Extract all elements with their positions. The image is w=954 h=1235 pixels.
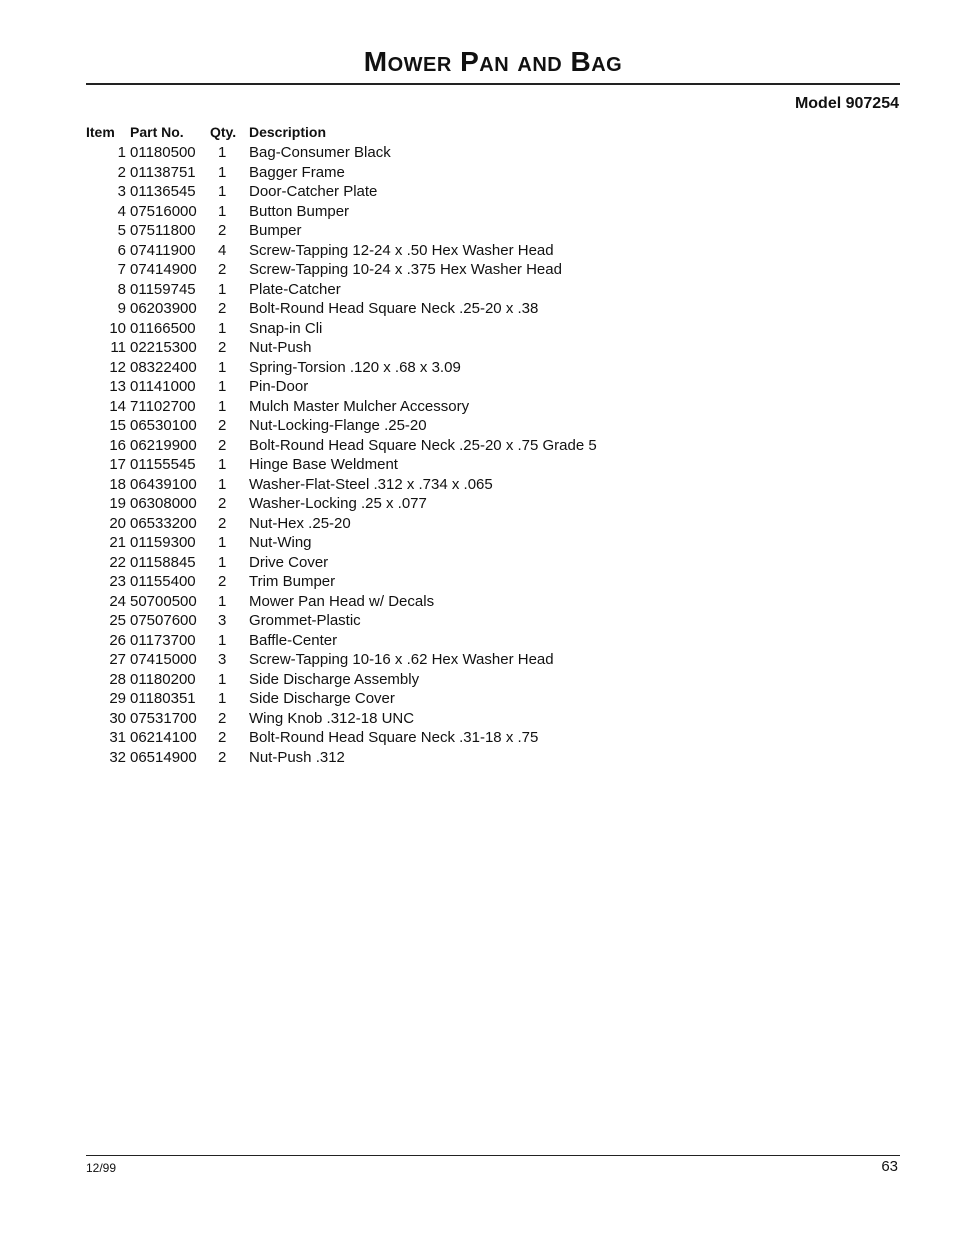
table-row (86, 728, 769, 748)
table-row (86, 475, 769, 495)
quantity: 2 (218, 222, 227, 239)
quantity: 1 (218, 183, 227, 200)
part-number: 07507600 (130, 612, 197, 629)
table-row (86, 436, 769, 456)
quantity: 2 (218, 748, 227, 766)
page-number: 63 (881, 1158, 898, 1175)
part-number: 07511800 (130, 222, 196, 239)
header-qty: Qty. (210, 124, 237, 140)
quantity: 1 (218, 670, 227, 688)
quantity: 1 (218, 358, 227, 376)
part-number: 01141000 (130, 378, 196, 395)
table-row (86, 260, 769, 280)
table-row (86, 221, 769, 241)
description: Door-Catcher Plate (249, 183, 378, 200)
description: Nut-Push .312 (249, 748, 345, 766)
item-number: 15 (109, 417, 126, 434)
part-number: 06308000 (130, 495, 197, 512)
quantity: 2 (218, 417, 227, 434)
description: Nut-Push (249, 339, 312, 356)
header-part-no: Part No. (130, 124, 184, 140)
header-description: Description (249, 124, 327, 140)
description: Trim Bumper (249, 573, 336, 590)
quantity: 2 (218, 514, 227, 532)
item-number: 31 (109, 729, 126, 746)
part-number: 01138751 (130, 163, 196, 181)
description: Button Bumper (249, 202, 350, 220)
item-number: 17 (109, 456, 126, 473)
item-number: 27 (109, 651, 126, 668)
quantity: 3 (218, 612, 227, 629)
table-row (86, 182, 769, 202)
item-number: 4 (117, 202, 126, 220)
description: Side Discharge Assembly (249, 670, 420, 688)
quantity: 2 (218, 729, 227, 746)
description: Bagger Frame (249, 163, 345, 181)
description: Spring-Torsion .120 x .68 x 3.09 (249, 358, 461, 376)
quantity: 1 (218, 534, 227, 551)
part-number: 07411900 (130, 241, 196, 259)
description: Screw-Tapping 10-24 x .375 Hex Washer Head (249, 261, 562, 278)
description: Mower Pan Head w/ Decals (249, 592, 435, 610)
description: Bag-Consumer Black (249, 144, 391, 161)
part-number: 06514900 (130, 748, 197, 766)
table-row (86, 514, 769, 534)
page-title: Mower Pan and Bag (363, 46, 623, 77)
quantity: 1 (218, 475, 227, 493)
part-number: 06530100 (130, 417, 197, 434)
table-row (86, 592, 769, 612)
item-number: 24 (109, 592, 126, 610)
description: Pin-Door (249, 378, 309, 395)
item-number: 30 (109, 709, 126, 727)
description: Bumper (249, 222, 302, 239)
item-number: 25 (109, 612, 126, 629)
table-row (86, 572, 769, 592)
description: Washer-Locking .25 x .077 (249, 495, 427, 512)
quantity: 2 (218, 300, 227, 317)
item-number: 16 (109, 436, 126, 454)
table-row (86, 494, 769, 514)
table-row (86, 299, 769, 319)
description: Drive Cover (249, 553, 329, 571)
footer-divider (86, 1155, 900, 1156)
item-number: 28 (109, 670, 126, 688)
table-row (86, 670, 769, 690)
part-number: 71102700 (130, 397, 196, 415)
item-number: 18 (109, 475, 126, 493)
quantity: 3 (218, 651, 227, 668)
item-number: 1 (117, 144, 126, 161)
part-number: 01180351 (130, 690, 196, 707)
description: Screw-Tapping 10-16 x .62 Hex Washer Head (249, 651, 554, 668)
quantity: 1 (218, 280, 227, 298)
table-row (86, 533, 769, 553)
quantity: 2 (218, 495, 227, 512)
part-number: 01155400 (130, 573, 196, 590)
item-number: 21 (109, 534, 126, 551)
part-number: 01180500 (130, 144, 196, 161)
table-row (86, 709, 769, 729)
item-number: 19 (109, 495, 126, 512)
item-number: 29 (109, 690, 126, 707)
quantity: 2 (218, 261, 227, 278)
part-number: 01159745 (130, 280, 196, 298)
part-number: 06219900 (130, 436, 197, 454)
table-row (86, 416, 769, 436)
quantity: 1 (218, 592, 227, 610)
description: Snap-in Cli (249, 319, 323, 337)
part-number: 07516000 (130, 202, 197, 220)
part-number: 01159300 (130, 534, 196, 551)
item-number: 14 (109, 397, 126, 415)
table-row (86, 358, 769, 378)
item-number: 12 (109, 358, 126, 376)
item-number: 26 (109, 631, 126, 649)
item-number: 22 (109, 553, 126, 571)
quantity: 2 (218, 436, 227, 454)
table-row (86, 611, 769, 631)
part-number: 06439100 (130, 475, 197, 493)
quantity: 1 (218, 319, 227, 337)
description: Side Discharge Cover (249, 690, 395, 707)
item-number: 11 (110, 339, 126, 356)
item-number: 32 (109, 748, 126, 766)
part-number: 01136545 (130, 183, 196, 200)
item-number: 23 (109, 573, 126, 590)
quantity: 1 (218, 397, 227, 415)
item-number: 8 (117, 280, 126, 298)
header-item: Item (86, 124, 115, 140)
part-number: 01180200 (130, 670, 196, 688)
table-row (86, 163, 769, 183)
part-number: 06203900 (130, 300, 197, 317)
footer-date: 12/99 (86, 1161, 117, 1175)
item-number: 7 (117, 261, 126, 278)
part-number: 08322400 (130, 358, 197, 376)
item-number: 20 (109, 514, 126, 532)
quantity: 4 (218, 241, 227, 259)
quantity: 2 (218, 573, 227, 590)
part-number: 06214100 (130, 729, 197, 746)
part-number: 02215300 (130, 339, 197, 356)
part-number: 06533200 (130, 514, 197, 532)
part-number: 01173700 (130, 631, 196, 649)
description: Plate-Catcher (249, 280, 341, 298)
quantity: 1 (218, 378, 227, 395)
table-row (86, 319, 769, 339)
item-number: 2 (117, 163, 126, 181)
table-row (86, 650, 769, 670)
quantity: 2 (218, 339, 227, 356)
quantity: 1 (218, 553, 227, 571)
table-row (86, 202, 769, 222)
table-row (86, 241, 769, 261)
parts-table-header-row (86, 121, 769, 143)
description: Nut-Hex .25-20 (249, 514, 351, 532)
description: Nut-Wing (249, 534, 312, 551)
description: Hinge Base Weldment (249, 456, 398, 473)
description: Bolt-Round Head Square Neck .25-20 x .75 Grade 5 (249, 436, 597, 454)
title-divider (86, 83, 900, 85)
quantity: 1 (218, 631, 227, 649)
table-row (86, 377, 769, 397)
description: Grommet-Plastic (249, 612, 361, 629)
quantity: 1 (218, 202, 227, 220)
item-number: 13 (109, 378, 126, 395)
quantity: 1 (218, 144, 227, 161)
description: Mulch Master Mulcher Accessory (249, 397, 470, 415)
table-row (86, 397, 769, 417)
part-number: 07531700 (130, 709, 197, 727)
table-row (86, 338, 769, 358)
item-number: 10 (109, 319, 126, 337)
description: Nut-Locking-Flange .25-20 (249, 417, 427, 434)
model-number: Model 907254 (794, 95, 899, 112)
table-row (86, 143, 769, 163)
quantity: 1 (218, 690, 227, 707)
item-number: 9 (117, 300, 126, 317)
description: Bolt-Round Head Square Neck .25-20 x .38 (249, 300, 539, 317)
description: Wing Knob .312-18 UNC (249, 709, 415, 727)
table-row (86, 748, 769, 768)
part-number: 07415000 (130, 651, 197, 668)
part-number: 01158845 (130, 553, 196, 571)
quantity: 2 (218, 709, 227, 727)
quantity: 1 (218, 163, 227, 181)
description: Baffle-Center (249, 631, 338, 649)
description: Screw-Tapping 12-24 x .50 Hex Washer Head (249, 241, 554, 259)
part-number: 01155545 (130, 456, 196, 473)
parts-table-body (86, 143, 769, 767)
table-row (86, 280, 769, 300)
item-number: 3 (117, 183, 126, 200)
part-number: 50700500 (130, 592, 197, 610)
table-row (86, 689, 769, 709)
description: Washer-Flat-Steel .312 x .734 x .065 (249, 475, 493, 493)
item-number: 6 (117, 241, 126, 259)
description: Bolt-Round Head Square Neck .31-18 x .75 (249, 729, 539, 746)
part-number: 07414900 (130, 261, 197, 278)
parts-table (86, 121, 769, 767)
table-row (86, 631, 769, 651)
quantity: 1 (218, 456, 227, 473)
part-number: 01166500 (130, 319, 196, 337)
item-number: 5 (117, 222, 126, 239)
table-row (86, 455, 769, 475)
table-row (86, 553, 769, 573)
